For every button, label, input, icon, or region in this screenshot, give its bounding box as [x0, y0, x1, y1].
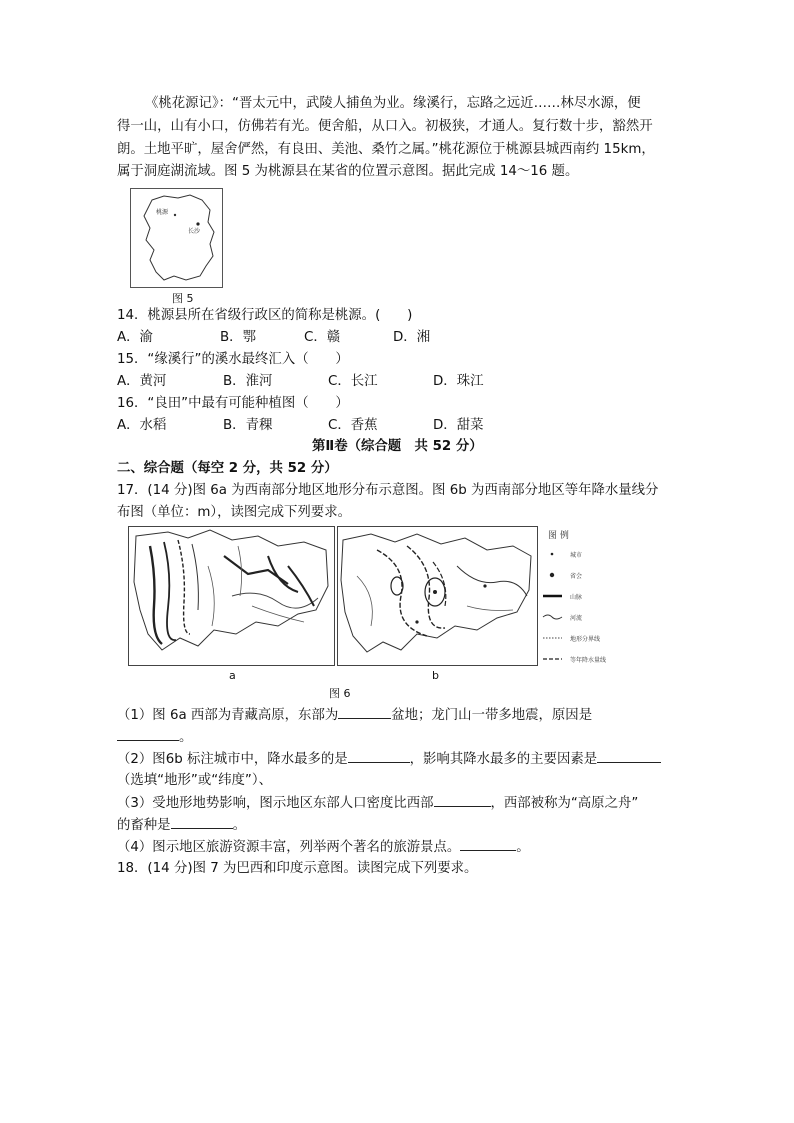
legend-item-river: 河流 — [570, 615, 583, 622]
q17-sub1-line-2 — [117, 726, 192, 749]
q17-sub3-blank-2[interactable] — [171, 814, 233, 829]
q17-sub1-text-b: 盆地；龙门山一带多地震，原因是 — [391, 708, 593, 723]
figure-6b-precipitation-map — [337, 526, 538, 666]
part2-title: 第Ⅱ卷（综合题 共 52 分） — [312, 439, 483, 454]
figure-5-caption: 图 5 — [172, 292, 194, 305]
legend-item-isohyet: 等年降水量线 — [570, 657, 607, 664]
q14-option-a[interactable]: A．渝 — [117, 330, 153, 345]
q17-stem-line-1: 17．(14 分)图 6a 为西南部分地区地形分布示意图。图 6b 为西南部分地区等年降水量线分 — [117, 483, 659, 498]
legend-item-terrain-boundary: 地形分界线 — [570, 636, 601, 643]
q16-option-c[interactable]: C．香蕉 — [328, 418, 378, 433]
q17-stem-line-2: 布图（单位：m），读图完成下列要求。 — [117, 505, 351, 520]
q17-sub3-end: 。 — [232, 818, 246, 833]
figure-6-caption: 图 6 — [329, 687, 351, 700]
intro-line-1: 《桃花源记》：“晋太元中，武陵人捕鱼为业。缘溪行，忘路之远近……林尽水源，便 — [145, 96, 641, 111]
label-taoyuan: 桃源 — [156, 209, 169, 216]
changsha-marker — [196, 222, 199, 225]
q15-option-b[interactable]: B．淮河 — [223, 374, 273, 389]
q17-sub2-text-b: ，影响其降水最多的主要因素是 — [409, 752, 598, 767]
q18-stem: 18．(14 分)图 7 为巴西和印度示意图。读图完成下列要求。 — [117, 861, 478, 876]
label-changsha: 长沙 — [188, 228, 201, 235]
q17-sub3-line-1 — [117, 792, 638, 815]
q14-stem: 14．桃源县所在省级行政区的简称是桃源。( ) — [117, 308, 413, 323]
q17-sub4-line-1 — [117, 836, 530, 859]
q17-sub3-text-b: ，西部被称为“高原之舟” — [490, 796, 639, 811]
section2-heading: 二、综合题（每空 2 分，共 52 分） — [117, 461, 338, 476]
q15-option-c[interactable]: C．长江 — [328, 374, 378, 389]
q15-option-a[interactable]: A．黄河 — [117, 374, 167, 389]
q17-sub4-text-a: （4）图示地区旅游资源丰富，列举两个著名的旅游景点。 — [117, 840, 461, 855]
q17-sub2-line-1 — [117, 748, 661, 771]
figure-6a-terrain-map — [128, 526, 335, 666]
q16-stem: 16．“良田”中最有可能种植图（ ） — [117, 396, 349, 411]
q17-sub3-text-c: 的畜种是 — [117, 818, 171, 833]
q16-option-b[interactable]: B．青稞 — [223, 418, 273, 433]
legend-item-city: 城市 — [570, 552, 583, 559]
figure-5-map — [130, 188, 223, 288]
figure-6a-label: a — [229, 669, 236, 682]
q17-sub1-end: 。 — [179, 730, 193, 745]
q17-sub3-line-2 — [117, 814, 246, 837]
intro-line-4: 属于洞庭湖流域。图 5 为桃源县在某省的位置示意图。据此完成 14～16 题。 — [117, 164, 579, 179]
q16-option-a[interactable]: A．水稻 — [117, 418, 167, 433]
legend-symbols — [540, 526, 662, 666]
q17-sub2-blank-2[interactable] — [597, 748, 661, 763]
q17-sub1-text-a: （1）图 6a 西部为青藏高原，东部为 — [117, 708, 339, 723]
legend-item-mountain: 山脉 — [570, 594, 583, 601]
legend-title: 图 例 — [548, 531, 569, 541]
q14-option-c[interactable]: C．赣 — [304, 330, 341, 345]
figure-6-legend — [540, 526, 662, 666]
taoyuan-marker — [174, 214, 176, 216]
q14-option-b[interactable]: B．鄂 — [220, 330, 256, 345]
q16-option-d[interactable]: D．甜菜 — [433, 418, 484, 433]
q17-sub3-blank-1[interactable] — [434, 792, 491, 807]
intro-line-3: 朗。土地平旷，屋舍俨然，有良田、美池、桑竹之属。”桃花源位于桃源县城西南约 15km， — [117, 142, 655, 157]
legend-item-capital: 省会 — [570, 573, 583, 580]
q17-sub4-end: 。 — [516, 840, 530, 855]
q17-sub2-line-2: （选填“地形”或“纬度”）、 — [117, 773, 272, 788]
q17-sub2-blank-1[interactable] — [348, 748, 410, 763]
q15-stem: 15．“缘溪行”的溪水最终汇入（ ） — [117, 352, 349, 367]
figure-6b-label: b — [432, 669, 439, 682]
q17-sub3-text-a: （3）受地形地势影响，图示地区东部人口密度比西部 — [117, 796, 434, 811]
q17-sub1-blank-1[interactable] — [338, 704, 391, 719]
q17-sub1-blank-2[interactable] — [117, 726, 179, 741]
intro-line-2: 得一山，山有小口，仿佛若有光。便舍船，从口入。初极狭，才通人。复行数十步，豁然开 — [117, 119, 653, 134]
q17-sub4-blank-1[interactable] — [460, 836, 516, 851]
q14-option-d[interactable]: D．湘 — [393, 330, 431, 345]
q17-sub1-line-1 — [117, 704, 592, 727]
q17-sub2-text-a: （2）图6b 标注城市中，降水最多的是 — [117, 752, 348, 767]
q15-option-d[interactable]: D．珠江 — [433, 374, 484, 389]
